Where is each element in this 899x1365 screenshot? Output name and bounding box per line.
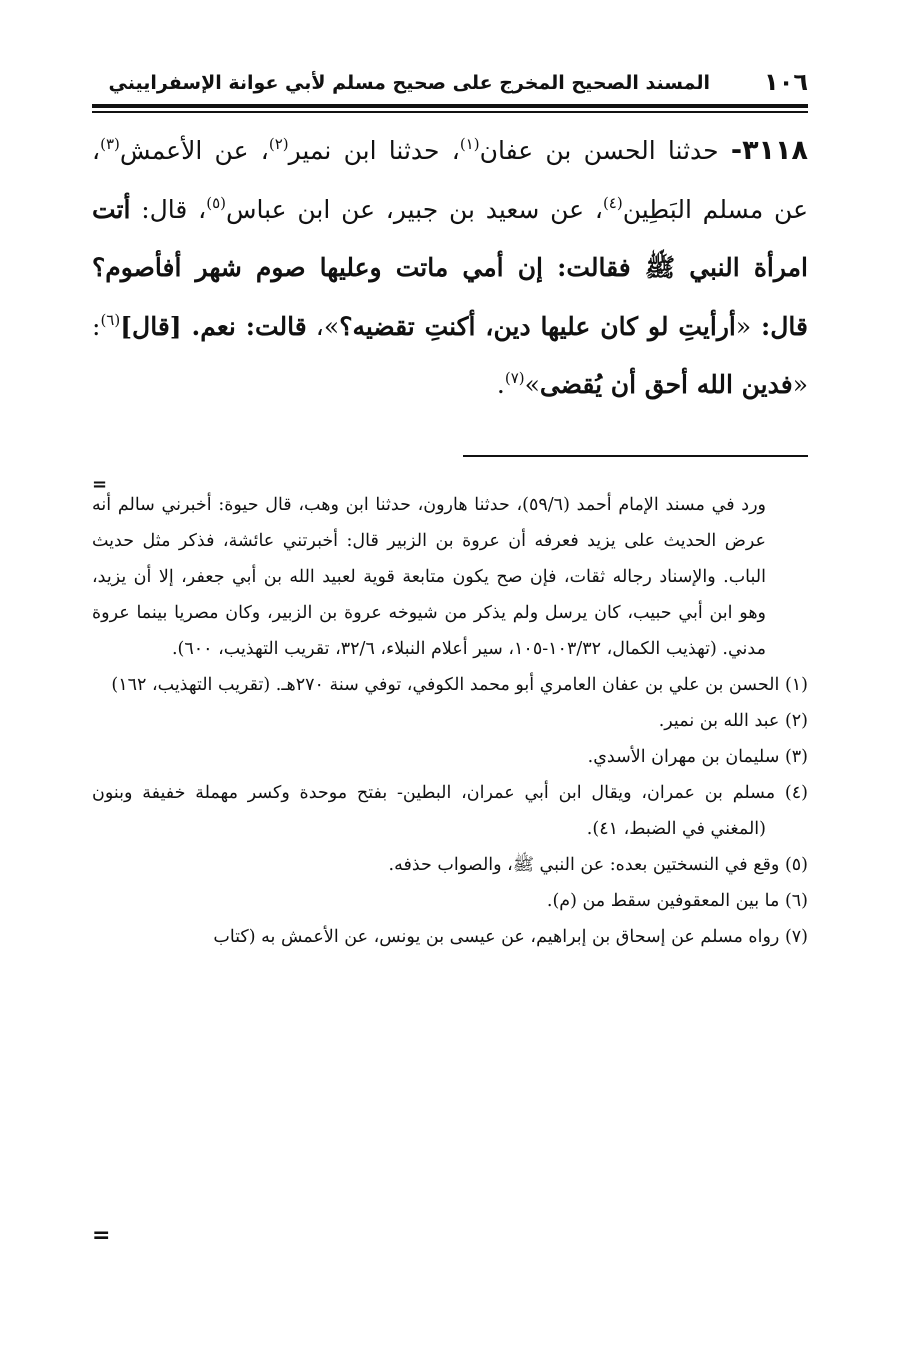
isnad-segment: ، عن الأعمش — [119, 136, 269, 165]
footnote-ref-7[interactable]: (٧) — [504, 369, 525, 387]
footnotes-section — [92, 487, 808, 955]
running-title: المسند الصحيح المخرج على صحيح مسلم لأبي عوانة الإسفراييني — [108, 72, 710, 94]
isnad-segment: ، عن سعيد بن جبير، عن ابن عباس — [226, 194, 603, 224]
end-mark: . — [496, 370, 505, 399]
matn-bold: قالت: نعم. [قال] — [120, 311, 307, 341]
footnote-text: عبد الله بن نمير. — [658, 711, 780, 731]
page-header — [92, 66, 808, 106]
footnote-text: ما بين المعقوفين سقط من (م). — [546, 891, 780, 911]
footnote-text: سليمان بن مهران الأسدي. — [587, 747, 780, 767]
footnote-text: رواه مسلم عن إسحاق بن إبراهيم، عن عيسى بن يونس، عن الأعمش به (كتاب — [213, 927, 780, 947]
footnote-ref-6[interactable]: (٦) — [100, 310, 121, 329]
separator: ، — [306, 311, 324, 341]
footnote-5 — [92, 847, 808, 883]
header-rule-thin — [92, 111, 808, 113]
footnote-separator — [463, 455, 808, 457]
matn-bold: فدين الله أحق أن يُقضى — [539, 370, 793, 399]
footnote-2 — [92, 703, 808, 739]
separator: : — [92, 311, 101, 341]
footnote-ref-5[interactable]: (٥) — [206, 193, 226, 212]
footnote-mark: (٢) — [784, 711, 808, 731]
footnote-mark: (١) — [784, 675, 808, 695]
footnote-4 — [92, 775, 808, 847]
continuation-marker-bottom: = — [92, 1223, 111, 1248]
isnad-segment: ، حدثنا ابن نمير — [288, 136, 460, 165]
footnote-mark: (٤) — [784, 783, 808, 803]
footnote-ref-1[interactable]: (١) — [459, 135, 480, 153]
footnote-text: وقع في النسختين بعده: عن النبي ﷺ، والصواب حذفه. — [388, 855, 780, 875]
isnad-segment: ، عن مسلم البَطِين — [92, 136, 808, 224]
footnote-mark: (٧) — [784, 927, 808, 947]
continued-footnote-text: ورد في مسند الإمام أحمد (٥٩/٦)، حدثنا هارون، حدثنا ابن وهب، قال حيوة: أخبرني سالم أنه عرض الحديث على يزيد فعرفه أن عروة بن الزبير قال: أخبرتني عائشة، فذكر مثل حديث الباب. والإسناد رجاله ثقات، فإن صح يكون متابعة قوية لعبيد الله بن أبي جعفر، إلا أن يزيد، وهو ابن أبي حبيب، كان يرسل ولم يذكر من شيوخه عروة بن الزبير، وكان مصريا بينما عروة مدني. (تهذيب الكمال، ١٠٣/٣٢-١٠٥، سير أعلام النبلاء، ٣٢/٦، تقريب التهذيب، ٦٠٠). — [92, 495, 766, 659]
hadith-text — [92, 122, 808, 415]
footnote-ref-4[interactable]: (٤) — [602, 193, 623, 212]
footnote-text: الحسن بن علي بن عفان العامري أبو محمد الكوفي، توفي سنة ٢٧٠هـ. (تقريب التهذيب، ١٦٢) — [111, 675, 780, 695]
continued-footnote — [92, 487, 808, 667]
footnote-mark: (٣) — [784, 747, 808, 767]
quote-open: « — [792, 370, 808, 399]
page-number: ١٠٦ — [764, 68, 808, 96]
footnote-ref-2[interactable]: (٢) — [268, 135, 289, 153]
isnad-segment: ، قال: — [130, 194, 207, 224]
matn-bold: أتت امرأة النبي ﷺ فقالت: إن أمي ماتت وعليها صوم شهر أفأصوم؟ قال: — [92, 194, 808, 341]
footnote-3 — [92, 739, 808, 775]
footnote-7 — [92, 919, 808, 955]
isnad-segment: حدثنا الحسن بن عفان — [479, 136, 731, 165]
hadith-number: ٣١١٨- — [730, 135, 808, 166]
footnote-text: مسلم بن عمران، ويقال ابن أبي عمران، البطين- بفتح موحدة وكسر مهملة خفيفة وبنون (المغني في الضبط، ٤١). — [92, 783, 776, 839]
continuation-marker-top: = — [92, 474, 108, 495]
header-rule-thick — [92, 104, 808, 108]
footnote-mark: (٦) — [784, 891, 808, 911]
footnote-1 — [92, 667, 808, 703]
footnote-6 — [92, 883, 808, 919]
footnote-ref-3[interactable]: (٣) — [100, 135, 120, 153]
matn-bold: أرأيتِ لو كان عليها دين، أكنتِ تقضيه؟ — [339, 311, 736, 341]
quote-close: » — [524, 370, 540, 399]
quote-open: « — [735, 311, 752, 341]
quote-close: » — [323, 311, 340, 341]
footnote-mark: (٥) — [784, 855, 808, 875]
